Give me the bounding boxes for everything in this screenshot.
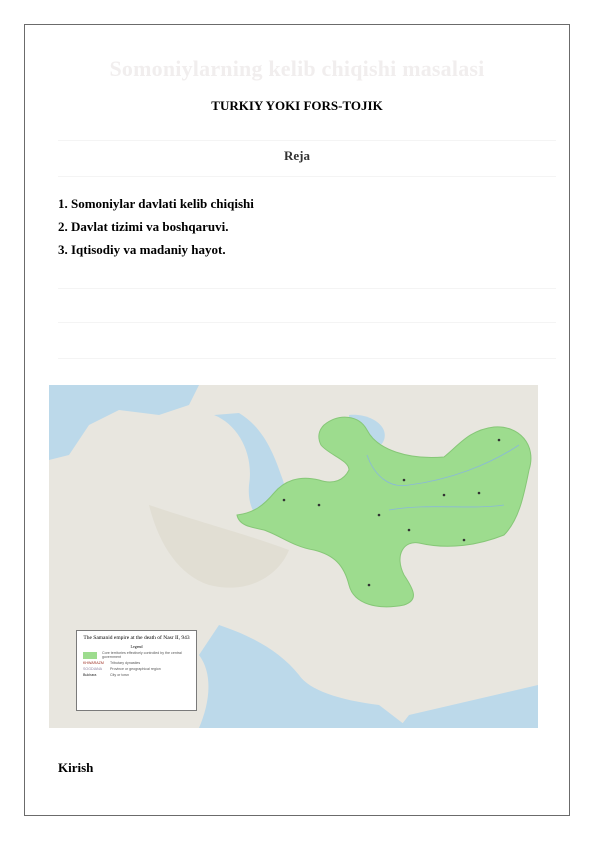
legend-title: The Samanid empire at the death of Nasr II, 943 [83, 635, 190, 641]
city-dot [463, 539, 466, 542]
plan-item [58, 219, 254, 242]
plan-item-text: Iqtisodiy va madaniy hayot. [71, 242, 226, 257]
divider [58, 140, 556, 141]
plan-list [58, 196, 254, 265]
legend-text: Core territories effectively controlled by the central government [102, 651, 182, 659]
territory-swatch [83, 652, 97, 659]
document-title: Somoniylarning kelib chiqishi masalasi [109, 56, 485, 81]
plan-item-number: 1. [58, 196, 68, 211]
divider [58, 176, 556, 177]
city-dot [498, 439, 501, 442]
city-dot [378, 514, 381, 517]
plan-item-number: 3. [58, 242, 68, 257]
city-dot [403, 479, 406, 482]
plan-item [58, 242, 254, 265]
map-legend [76, 630, 197, 711]
legend-label: Legend [130, 644, 143, 649]
legend-text: Tributary dynasties [110, 661, 141, 665]
divider [58, 358, 556, 359]
city-dot [283, 499, 286, 502]
legend-key: Bukhara [83, 673, 97, 677]
divider [58, 322, 556, 323]
samanid-empire-map [49, 385, 538, 728]
legend-text: City or town [110, 673, 129, 677]
city-dot [443, 494, 446, 497]
divider [58, 288, 556, 289]
document-subtitle: TURKIY YOKI FORS-TOJIK [211, 98, 383, 113]
legend-row [83, 667, 190, 671]
plan-item-text: Somoniylar davlati kelib chiqishi [71, 196, 254, 211]
section-heading-kirish: Kirish [58, 760, 94, 775]
plan-item [58, 196, 254, 219]
arabian-sea-water [399, 685, 538, 728]
plan-item-text: Davlat tizimi va boshqaruvi. [71, 219, 229, 234]
black-sea-water [49, 385, 199, 460]
city-dot [318, 504, 321, 507]
legend-key: KHWARAZM [83, 661, 104, 665]
legend-row [83, 673, 190, 677]
plan-item-number: 2. [58, 219, 68, 234]
samanid-territory [237, 417, 531, 607]
persian-gulf-water [199, 625, 409, 728]
legend-text: Province or geographical region [110, 667, 161, 671]
city-dot [408, 529, 411, 532]
legend-row [83, 661, 190, 665]
city-dot [478, 492, 481, 495]
city-dot [368, 584, 371, 587]
legend-row [83, 651, 190, 659]
plan-heading: Reja [284, 148, 310, 163]
legend-key: SOGDIANA [83, 667, 102, 671]
